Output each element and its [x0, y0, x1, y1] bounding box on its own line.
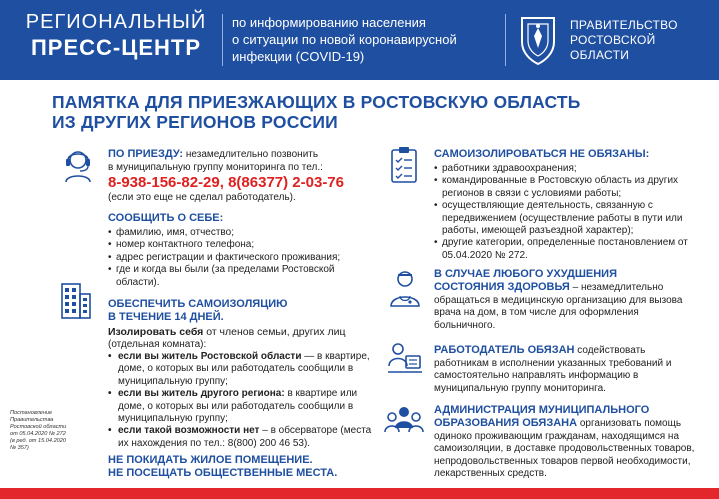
apartment-building-icon [58, 280, 94, 325]
employer-icon [386, 340, 424, 381]
people-group-icon [384, 404, 424, 443]
government-line1: ПРАВИТЕЛЬСТВО [570, 18, 678, 32]
isolation-intro-bold: Изолировать себя [108, 326, 204, 338]
employer-text-rest: работникам в исполнении указанных требований и самостоятельно направлять информацию в муниципальную группу мониторинга. [434, 357, 672, 394]
footnote [10, 410, 96, 452]
header-subtitle-line2: о ситуации по новой коронавирусной [232, 32, 457, 47]
list-item: • номер контактного телефона; [108, 239, 372, 251]
health-text-rest: обращаться в медицинскую организацию для вызова врача на дом, в том числе для оформления больничного. [434, 294, 683, 331]
health-heading2: СОСТОЯНИЯ ЗДОРОВЬЯ [434, 281, 570, 293]
health-text-first: – незамедлительно [569, 282, 664, 293]
employer-heading: РАБОТОДАТЕЛЬ ОБЯЗАН [434, 344, 575, 356]
list-item: • фамилию, имя, отчество; [108, 227, 372, 239]
stay-home-line1: НЕ ПОКИДАТЬ ЖИЛОЕ ПОМЕЩЕНИЕ. [108, 454, 313, 466]
footnote-line: № 357) [10, 445, 29, 451]
isolation-intro-rest: от членов семьи, других лиц [203, 326, 346, 338]
not-required-heading: САМОИЗОЛИРОВАТЬСЯ НЕ ОБЯЗАНЫ: [434, 148, 650, 160]
arrival-heading: ПО ПРИЕЗДУ: [108, 148, 184, 160]
doctor-icon [388, 268, 422, 313]
administration-text-first: организовать помощь [577, 418, 682, 429]
about-heading: СООБЩИТЬ О СЕБЕ: [108, 212, 224, 224]
footnote-line: от 05.04.2020 № 272 [10, 431, 66, 437]
administration-heading2: ОБРАЗОВАНИЯ ОБЯЗАНА [434, 417, 578, 429]
footnote-line: Ростовской области [10, 424, 67, 430]
list-item [108, 351, 374, 388]
government-line2: РОСТОВСКОЙ [570, 33, 656, 47]
stay-home-line2: НЕ ПОСЕЩАТЬ ОБЩЕСТВЕННЫЕ МЕСТА. [108, 467, 338, 479]
list-item: • где и когда вы были (за пределами Ростовской области). [108, 264, 372, 289]
list-item: • командированные в Ростовскую область из других регионов в связи с условиями работы; [434, 175, 700, 200]
footnote-line: Постановление [10, 410, 53, 416]
header-divider [505, 14, 506, 66]
page-title-line2: ИЗ ДРУГИХ РЕГИОНОВ РОССИИ [52, 112, 338, 132]
header-subtitle-line1: по информированию населения [232, 15, 426, 30]
isolation-item1-bold: если вы житель Ростовской области [118, 351, 302, 362]
header-divider [222, 14, 223, 66]
isolation-item3-bold: если такой возможности нет [118, 425, 260, 437]
header-banner [0, 0, 719, 80]
health-block [434, 268, 700, 332]
footnote-line: Правительства [10, 417, 54, 423]
not-required-list [434, 163, 700, 262]
isolation-list [108, 351, 374, 450]
checklist-icon [388, 146, 422, 191]
isolation-heading2: В ТЕЧЕНИЕ 14 ДНЕЙ. [108, 311, 224, 323]
about-block [108, 212, 372, 289]
press-center-logo [18, 10, 214, 62]
header-subtitle-line3: инфекции (COVID-19) [232, 49, 365, 64]
coat-of-arms-icon [516, 14, 560, 66]
page-title [52, 92, 672, 132]
employer-text-first: содействовать [574, 345, 646, 356]
press-center-line2: ПРЕСС-ЦЕНТР [30, 35, 201, 60]
isolation-heading1: ОБЕСПЕЧИТЬ САМОИЗОЛЯЦИЮ [108, 298, 288, 310]
header-subtitle [232, 14, 502, 65]
arrival-text2: в муниципальную группу мониторинга по тел.: [108, 161, 323, 173]
administration-heading1: АДМИНИСТРАЦИЯ МУНИЦИПАЛЬНОГО [434, 404, 650, 416]
arrival-block [108, 148, 372, 205]
isolation-item3-rest: – в обсерваторе (места их нахождения по тел.: 8(800) 200 46 53). [118, 425, 372, 449]
list-item: • другие категории, определенные постановлением от 05.04.2020 № 272. [434, 237, 700, 262]
government-title [570, 18, 710, 63]
isolation-item1-rest: — в квартире, доме, о которых вы или работодатель сообщили в муниципальную группу; [118, 351, 370, 387]
list-item [108, 388, 374, 425]
footnote-line: (в ред. от 15.04.2020 [10, 438, 67, 444]
press-center-line1: РЕГИОНАЛЬНЫЙ [25, 11, 207, 33]
isolation-block [108, 298, 374, 450]
arrival-text3: (если это еще не сделал работодатель). [108, 192, 296, 203]
arrival-text1: незамедлительно позвонить [183, 149, 319, 160]
administration-block [434, 404, 704, 481]
phone-operator-icon [60, 146, 96, 189]
isolation-item2-rest: в квартире или доме, о которых вы или работодатель сообщили в муниципальную группу; [118, 388, 358, 425]
monitoring-phone-numbers: 8-938-156-82-29, 8(86377) 2-03-76 [108, 174, 344, 191]
government-line3: ОБЛАСТИ [570, 48, 630, 62]
isolation-intro2: (отдельная комната): [108, 338, 207, 350]
footer-stripe [0, 488, 719, 499]
not-required-block [434, 148, 700, 262]
isolation-item2-bold: если вы житель другого региона: [118, 388, 285, 400]
list-item: • работники здравоохранения; [434, 163, 700, 175]
health-heading1: В СЛУЧАЕ ЛЮБОГО УХУДШЕНИЯ [434, 268, 617, 280]
page-title-line1: ПАМЯТКА ДЛЯ ПРИЕЗЖАЮЩИХ В РОСТОВСКУЮ ОБЛАСТЬ [52, 92, 581, 112]
list-item: • осуществляющие деятельность, связанную с передвижением (осуществление работы в пути или работы, имеющей разъездной характер); [434, 200, 700, 237]
employer-block [434, 344, 700, 395]
administration-text-rest: одиноко проживающим гражданам, находящимся на самоизоляции, в доставке продовольственных товаров, непродовольственных товаров первой необходимости, лекарственных средств. [434, 430, 695, 479]
list-item [108, 425, 374, 450]
list-item: • адрес регистрации и фактического проживания; [108, 252, 372, 264]
about-list [108, 227, 372, 289]
stay-home-block [108, 454, 374, 480]
